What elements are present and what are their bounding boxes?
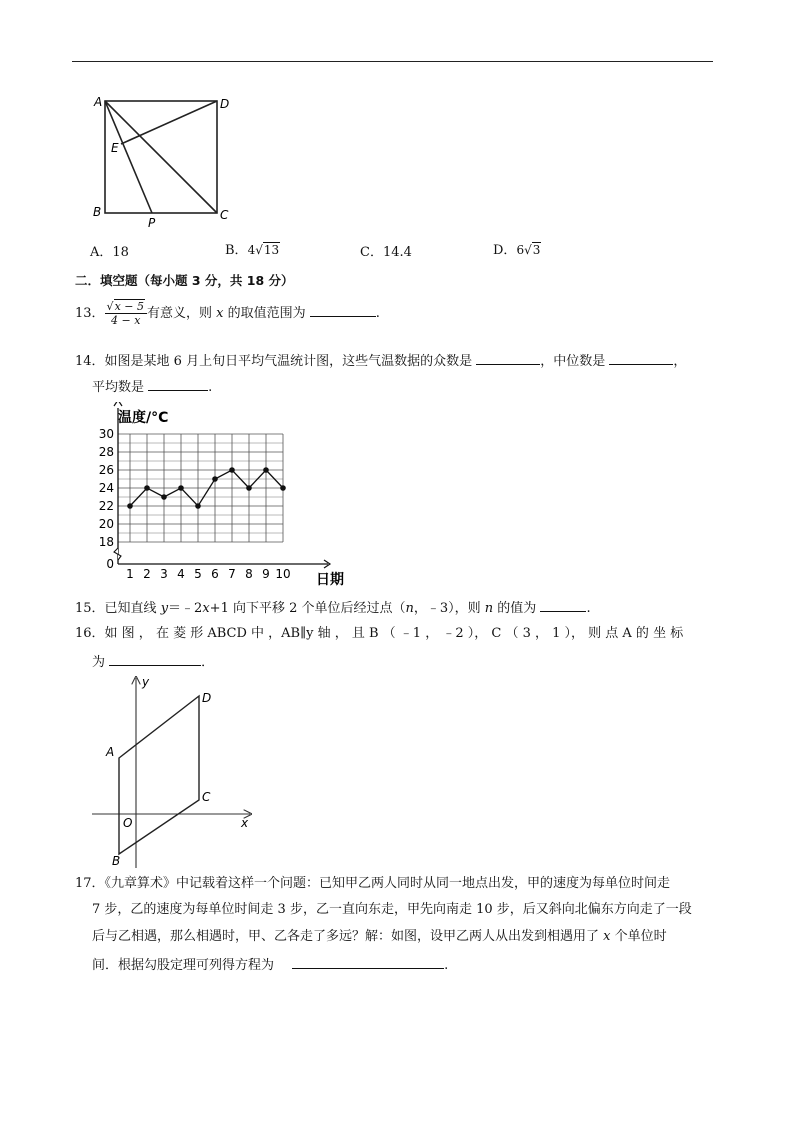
data-point (212, 476, 218, 482)
x-tick-label: 6 (211, 567, 219, 581)
q15-t1: 已知直线 (104, 601, 161, 616)
q17-text3b: 个单位时 (610, 929, 667, 944)
q17-answer-blank[interactable] (292, 955, 444, 969)
q17-end: . (444, 958, 449, 973)
header-rule (72, 61, 713, 62)
q14-number: 14． (75, 354, 105, 369)
x-tick-label: 2 (143, 567, 151, 581)
option-c (360, 245, 412, 261)
option-b-letter: B． (225, 243, 248, 258)
x-tick-label: 8 (245, 567, 253, 581)
rhombus-label-C: C (202, 790, 211, 804)
q14-text2: ，中位数是 (540, 354, 610, 369)
data-point (144, 485, 150, 491)
q15-t5: ，﹣3），则 (413, 601, 485, 616)
chart-xlabel: 日期 (316, 572, 344, 588)
rhombus-label-y: y (142, 675, 150, 689)
question-17-line4 (92, 955, 448, 974)
q15-y: y (160, 601, 169, 616)
rhombus-figure (88, 672, 258, 870)
q16-text2: 为 (92, 655, 110, 670)
data-point (263, 467, 269, 473)
q15-end: . (586, 601, 591, 616)
q15-t6: 的值为 (493, 601, 541, 616)
q15-answer-blank[interactable] (540, 598, 586, 612)
y-tick-label: 24 (98, 481, 114, 495)
option-a (90, 245, 129, 261)
y-tick-label: 18 (98, 535, 114, 549)
q17-text2: 7 步，乙的速度为每单位时间走 3 步，乙一直向东走，甲先向南走 10 步，后又斜向北偏东方向走了一段 (92, 902, 692, 917)
q17-number: 17． (75, 876, 105, 891)
q14-mean-blank[interactable] (148, 377, 208, 391)
q15-t2: ＝﹣2 (168, 601, 203, 616)
data-point (280, 485, 286, 491)
q13-text-a: 有意义，则 (146, 306, 217, 321)
q13-number: 13． (75, 306, 105, 321)
q14-text4: 平均数是 (92, 380, 149, 395)
label-D: D (220, 97, 230, 111)
q16-text1: 如 图 ， 在 菱 形 ABCD 中 ，AB∥y 轴 ， 且 B （ ﹣1 ， ﹣2 ）， C （ 3 ， 1 ）， 则 点 A 的 坐 标 (104, 626, 684, 641)
question-13 (75, 300, 380, 327)
option-b-radicand: 13 (263, 243, 280, 257)
y-tick-label: 30 (98, 427, 114, 441)
option-c-letter: C． (360, 245, 383, 260)
option-d: D．6√3 (493, 243, 541, 258)
q15-x: x (202, 601, 210, 616)
question-17-line1 (75, 876, 670, 892)
q15-number: 15． (75, 601, 105, 616)
y-tick-label: 0 (106, 557, 114, 571)
q15-n2: n (484, 601, 494, 616)
label-C: C (220, 208, 229, 222)
x-tick-label: 3 (160, 567, 168, 581)
y-tick-label: 26 (98, 463, 114, 477)
data-point (246, 485, 252, 491)
q16-number: 16． (75, 626, 105, 641)
option-a-value: 18 (112, 245, 129, 260)
q15-t4: +1 向下平移 2 个单位后经过点（ (209, 601, 406, 616)
option-b: B．4√13 (225, 243, 280, 258)
data-point (161, 494, 167, 500)
q13-answer-blank[interactable] (310, 303, 376, 317)
q13-fraction: $\frac{√x - 5}{4 - x}$ (105, 300, 147, 327)
y-tick-label: 28 (98, 445, 114, 459)
x-tick-label: 7 (228, 567, 236, 581)
option-d-radicand: 3 (532, 243, 541, 257)
q13-numerator: x − 5 (114, 300, 144, 313)
q14-text3: ， (673, 354, 687, 369)
x-tick-label: 10 (275, 567, 291, 581)
q13-var: x (216, 306, 224, 321)
rhombus-label-D: D (202, 691, 212, 705)
rhombus-label-O: O (123, 816, 133, 830)
q13-denominator: 4 − x (111, 314, 141, 327)
question-17-line3 (92, 929, 667, 945)
data-point (229, 467, 235, 473)
y-axis-arrow (114, 402, 122, 406)
data-point (127, 503, 133, 509)
q17-text1: 《九章算术》中记载着这样一个问题：已知甲乙两人同时从同一地点出发，甲的速度为每单位时间走 (104, 876, 671, 891)
chart-ylabel: 温度/°C (118, 410, 169, 426)
q14-median-blank[interactable] (609, 351, 673, 365)
question-14-line2 (92, 377, 212, 396)
option-c-value: 14.4 (382, 245, 412, 260)
q15-n: n (405, 601, 414, 616)
q17-text3a: 后与乙相遇，那么相遇时，甲、乙各走了多远？解：如图，设甲乙两人从出发到相遇用了 (92, 929, 604, 944)
option-b-coef: 4 (247, 243, 256, 257)
temperature-chart (96, 402, 356, 590)
q16-end: ． (201, 655, 215, 670)
data-point (195, 503, 201, 509)
y-tick-label: 22 (98, 499, 114, 513)
chart-grid (118, 434, 283, 542)
q14-mode-blank[interactable] (476, 351, 540, 365)
q16-answer-blank[interactable] (109, 652, 201, 666)
q17-text4: 间．根据勾股定理可列得方程为 (92, 958, 279, 973)
option-a-letter: A． (90, 245, 113, 260)
q13-text-b: 的取值范围为 (223, 306, 310, 321)
option-d-coef: 6 (516, 243, 525, 257)
rhombus-label-A: A (106, 745, 115, 759)
question-16-line2 (92, 652, 214, 671)
y-tick-label: 20 (98, 517, 114, 531)
label-A: A (94, 95, 103, 109)
chart-axes (114, 402, 330, 568)
chart-ticks (99, 427, 291, 581)
label-E: E (111, 141, 119, 155)
q13-end: . (375, 306, 380, 321)
question-16-line1 (75, 626, 683, 642)
q14-text1: 如图是某地 6 月上旬日平均气温统计图，这些气温数据的众数是 (104, 354, 477, 369)
rhombus-label-B: B (112, 854, 121, 868)
label-B: B (93, 205, 102, 219)
x-tick-label: 9 (262, 567, 270, 581)
q17-var: x (603, 929, 611, 944)
question-17-line2 (92, 902, 692, 918)
option-d-letter: D． (493, 243, 517, 258)
x-tick-label: 1 (126, 567, 134, 581)
question-14-line1 (75, 351, 686, 370)
question-15 (75, 598, 591, 617)
x-tick-label: 5 (194, 567, 202, 581)
square-figure (88, 90, 238, 230)
section-title: 二．填空题（每小题 3 分，共 18 分） (75, 273, 294, 288)
x-tick-label: 4 (177, 567, 185, 581)
rhombus-label-x: x (241, 816, 249, 830)
q14-text5: . (208, 380, 213, 395)
label-P: P (148, 216, 156, 230)
data-point (178, 485, 184, 491)
